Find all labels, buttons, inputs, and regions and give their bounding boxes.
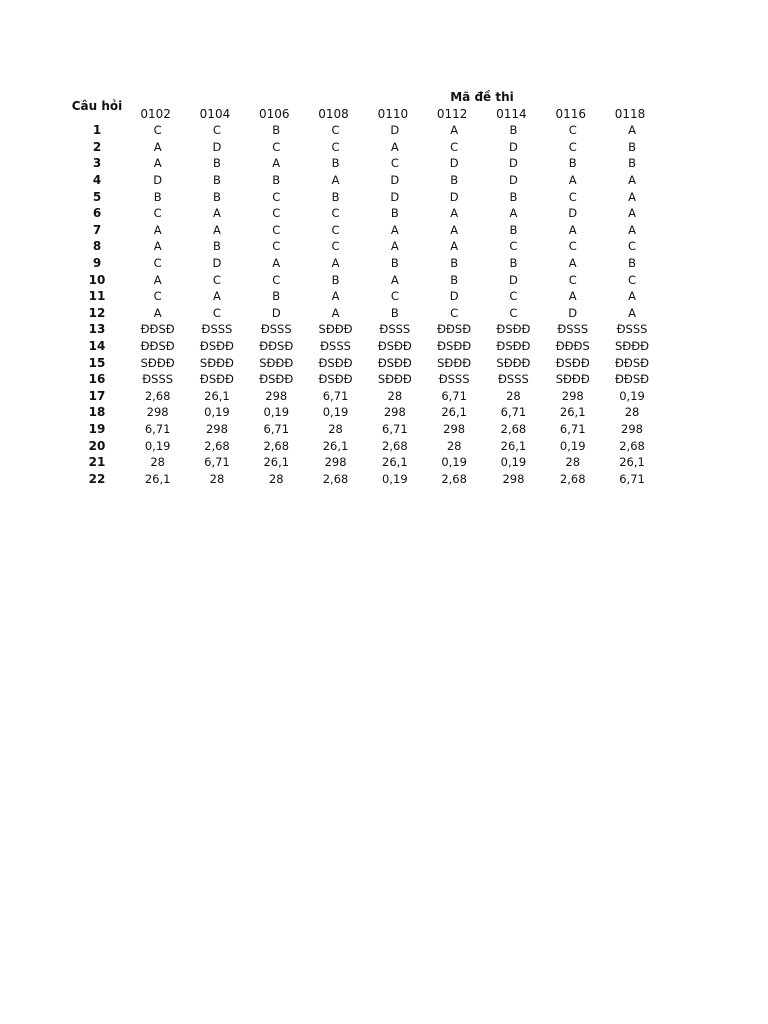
answer-cell: SĐĐĐ	[259, 355, 294, 370]
answer-cell: ĐĐSĐ	[140, 322, 175, 337]
answer-cell: 298	[621, 421, 643, 436]
answer-cell: B	[509, 189, 518, 204]
question-number: 6	[92, 206, 102, 221]
answer-cell: A	[628, 189, 636, 204]
question-number: 15	[88, 355, 106, 370]
table-row	[66, 255, 662, 272]
answer-cell: A	[153, 272, 162, 287]
answer-cell: ĐSĐĐ	[318, 372, 353, 387]
question-number: 12	[88, 305, 106, 320]
question-number: 3	[92, 156, 102, 171]
exam-code-header: Mã đề thi	[450, 90, 514, 104]
question-number: 1	[92, 123, 102, 138]
answer-cell: B	[213, 156, 221, 171]
answer-cell: 26,1	[441, 405, 467, 420]
answer-cell: C	[153, 289, 162, 304]
exam-code-column-header: 0104	[199, 107, 231, 121]
answer-cell: B	[331, 189, 340, 204]
table-row	[66, 238, 662, 255]
answer-cell: D	[509, 272, 518, 287]
question-number: 2	[92, 139, 102, 154]
answer-cell: A	[272, 256, 281, 271]
answer-cell: B	[153, 189, 162, 204]
exam-code-column-header: 0102	[140, 107, 171, 121]
answer-cell: ĐĐSĐ	[615, 355, 650, 370]
answer-cell: A	[390, 222, 399, 237]
answer-cell: B	[331, 272, 340, 287]
answer-cell: C	[568, 139, 577, 154]
answer-cell: B	[331, 156, 340, 171]
answer-cell: B	[390, 305, 399, 320]
answer-cell: 26,1	[144, 471, 171, 486]
answer-cell: 2,68	[559, 471, 586, 486]
answer-cell: B	[450, 256, 459, 271]
answer-cell: B	[390, 256, 399, 271]
answer-cell: D	[568, 305, 578, 320]
answer-cell: 28	[565, 455, 581, 470]
answer-cell: B	[628, 139, 636, 154]
exam-code-column-header: 0110	[377, 107, 409, 121]
answer-cell: 0,19	[500, 455, 527, 470]
answer-cell: B	[509, 256, 518, 271]
answer-cell: B	[628, 156, 636, 171]
answer-cell: C	[212, 123, 221, 138]
question-number: 5	[92, 189, 102, 204]
answer-cell: 26,1	[263, 455, 290, 470]
answer-cell: C	[509, 239, 518, 254]
answer-cell: SĐĐĐ	[140, 355, 175, 370]
answer-cell: ĐĐSĐ	[615, 372, 650, 387]
answer-cell: A	[628, 222, 636, 237]
answer-cell: 6,71	[441, 388, 467, 403]
answer-cell: C	[212, 272, 221, 287]
answer-cell: 298	[443, 421, 466, 436]
answer-cell: D	[449, 189, 459, 204]
exam-code-column-header: 0108	[318, 107, 349, 121]
answer-cell: 28	[150, 455, 165, 470]
answer-cell: 6,71	[144, 421, 171, 436]
answer-cell: 2,68	[263, 438, 290, 453]
answer-cell: A	[331, 305, 340, 320]
answer-cell: C	[331, 123, 340, 138]
answer-cell: A	[390, 272, 399, 287]
answer-cell: ĐSSS	[201, 322, 233, 337]
answer-cell: 26,1	[559, 405, 586, 420]
answer-cell: D	[390, 173, 400, 188]
answer-cell: ĐSĐĐ	[259, 372, 294, 387]
answer-cell: SĐĐĐ	[199, 355, 234, 370]
answer-cell: 28	[209, 471, 225, 486]
answer-cell: SĐĐĐ	[615, 339, 650, 354]
table-row	[66, 371, 662, 388]
exam-code-column-header: 0106	[258, 107, 290, 121]
answer-cell: 28	[446, 438, 462, 453]
answer-cell: A	[450, 239, 459, 254]
answer-cell: D	[271, 305, 281, 320]
answer-cell: ĐSSS	[260, 322, 292, 337]
answer-cell: A	[331, 289, 340, 304]
answer-cell: A	[153, 305, 162, 320]
question-number: 19	[88, 421, 106, 436]
table-row	[66, 404, 662, 421]
answer-cell: 6,71	[263, 421, 290, 436]
answer-cell: D	[390, 189, 400, 204]
answer-cell: C	[568, 123, 577, 138]
answer-cell: B	[628, 256, 636, 271]
answer-cell: A	[568, 289, 577, 304]
answer-cell: A	[331, 173, 340, 188]
answer-cell: B	[509, 123, 518, 138]
answer-cell: 2,68	[619, 438, 645, 453]
answer-cell: 28	[268, 471, 284, 486]
answer-cell: C	[628, 272, 637, 287]
answer-table	[66, 122, 662, 487]
answer-cell: ĐSĐĐ	[318, 355, 353, 370]
answer-cell: 0,19	[559, 438, 586, 453]
answer-cell: ĐSĐĐ	[437, 339, 472, 354]
answer-cell: C	[568, 239, 577, 254]
answer-cell: C	[509, 305, 518, 320]
answer-cell: D	[449, 156, 459, 171]
question-number: 9	[92, 256, 102, 271]
answer-cell: ĐSSS	[438, 372, 470, 387]
answer-cell: 0,19	[322, 405, 349, 420]
table-row	[66, 155, 662, 172]
answer-cell: A	[568, 256, 577, 271]
answer-cell: A	[450, 222, 459, 237]
exam-code-column-header: 0114	[496, 107, 527, 121]
answer-cell: C	[272, 272, 281, 287]
table-row	[66, 388, 662, 405]
answer-cell: 298	[502, 471, 525, 486]
answer-cell: 298	[265, 388, 288, 403]
table-row	[66, 139, 662, 156]
answer-cell: C	[272, 189, 281, 204]
answer-cell: 2,68	[322, 471, 349, 486]
answer-cell: ĐSSS	[142, 372, 174, 387]
answer-cell: ĐĐSĐ	[437, 322, 472, 337]
question-number: 14	[88, 339, 106, 354]
answer-cell: ĐSĐĐ	[199, 339, 234, 354]
table-row	[66, 122, 662, 139]
answer-cell: ĐĐĐS	[555, 339, 590, 354]
answer-cell: C	[509, 289, 518, 304]
answer-cell: C	[153, 123, 162, 138]
answer-cell: ĐSSS	[320, 339, 351, 354]
answer-cell: 28	[328, 421, 343, 436]
answer-cell: A	[628, 289, 636, 304]
answer-cell: A	[390, 239, 399, 254]
exam-code-column-header: 0112	[436, 107, 468, 121]
answer-cell: 2,68	[382, 438, 408, 453]
answer-cell: C	[331, 239, 340, 254]
answer-cell: 26,1	[382, 455, 408, 470]
answer-cell: B	[450, 173, 459, 188]
answer-cell: 0,19	[204, 405, 230, 420]
question-number: 21	[88, 455, 106, 470]
answer-cell: B	[272, 289, 281, 304]
answer-cell: A	[450, 123, 459, 138]
answer-cell: 28	[624, 405, 640, 420]
question-number: 8	[92, 239, 102, 254]
answer-cell: D	[509, 173, 518, 188]
answer-cell: D	[568, 206, 578, 221]
answer-cell: ĐSSS	[498, 372, 529, 387]
answer-cell: C	[331, 206, 340, 221]
question-number: 16	[88, 372, 106, 387]
table-row	[66, 421, 662, 438]
answer-cell: A	[153, 239, 162, 254]
table-row	[66, 222, 662, 239]
answer-cell: ĐSĐĐ	[377, 339, 412, 354]
table-row	[66, 188, 662, 205]
answer-cell: A	[390, 139, 399, 154]
question-number: 17	[88, 388, 106, 403]
answer-cell: ĐSĐĐ	[496, 339, 531, 354]
answer-cell: C	[331, 139, 340, 154]
table-row	[66, 288, 662, 305]
answer-cell: 6,71	[322, 388, 349, 403]
answer-cell: ĐSĐĐ	[555, 355, 590, 370]
answer-cell: 298	[383, 405, 406, 420]
answer-cell: SĐĐĐ	[377, 372, 412, 387]
table-row	[66, 454, 662, 471]
answer-cell: 6,71	[500, 405, 527, 420]
answer-cell: D	[449, 289, 459, 304]
answer-cell: C	[390, 289, 399, 304]
answer-cell: 298	[146, 405, 169, 420]
answer-cell: 298	[324, 455, 347, 470]
answer-cell: 6,71	[382, 421, 408, 436]
answer-cell: 26,1	[619, 455, 645, 470]
answer-cell: A	[568, 173, 577, 188]
answer-cell: 0,19	[144, 438, 171, 453]
answer-cell: A	[331, 256, 340, 271]
answer-cell: 2,68	[500, 421, 527, 436]
answer-cell: 0,19	[441, 455, 467, 470]
answer-cell: A	[628, 173, 636, 188]
answer-cell: B	[568, 156, 577, 171]
answer-cell: B	[213, 173, 221, 188]
answer-cell: A	[628, 123, 636, 138]
answer-cell: SĐĐĐ	[496, 355, 531, 370]
answer-cell: 28	[387, 388, 403, 403]
answer-cell: SĐĐĐ	[318, 322, 353, 337]
table-row	[66, 470, 662, 487]
answer-cell: C	[212, 305, 221, 320]
answer-cell: 0,19	[619, 388, 645, 403]
answer-cell: A	[272, 156, 281, 171]
answer-cell: B	[213, 239, 221, 254]
question-number: 18	[88, 405, 106, 420]
exam-code-column-header: 0116	[555, 107, 586, 121]
answer-cell: C	[390, 156, 399, 171]
answer-cell: B	[450, 272, 459, 287]
answer-cell: A	[153, 156, 162, 171]
answer-cell: A	[450, 206, 459, 221]
answer-cell: A	[153, 222, 162, 237]
exam-code-row	[126, 106, 660, 122]
answer-cell: C	[568, 272, 577, 287]
answer-cell: ĐSĐĐ	[496, 322, 531, 337]
answer-cell: C	[153, 256, 162, 271]
answer-cell: C	[450, 139, 459, 154]
answer-cell: 6,71	[559, 421, 586, 436]
question-number: 4	[92, 173, 102, 188]
answer-cell: A	[213, 289, 221, 304]
answer-cell: A	[509, 206, 518, 221]
answer-cell: ĐSĐĐ	[377, 355, 412, 370]
answer-cell: 26,1	[500, 438, 527, 453]
answer-cell: C	[331, 222, 340, 237]
question-number: 13	[88, 322, 106, 337]
answer-cell: D	[212, 139, 222, 154]
answer-cell: D	[509, 139, 518, 154]
answer-cell: C	[272, 206, 281, 221]
answer-cell: 26,1	[322, 438, 349, 453]
answer-cell: SĐĐĐ	[437, 355, 472, 370]
table-row	[66, 205, 662, 222]
answer-cell: ĐĐSĐ	[140, 339, 175, 354]
question-number: 10	[88, 272, 106, 287]
answer-cell: 298	[205, 421, 228, 436]
answer-cell: A	[153, 139, 162, 154]
answer-cell: 2,68	[204, 438, 230, 453]
answer-cell: ĐSSS	[616, 322, 648, 337]
table-row	[66, 338, 662, 355]
answer-cell: A	[213, 206, 221, 221]
question-number: 20	[88, 438, 106, 453]
answer-cell: 298	[561, 388, 584, 403]
answer-cell: ĐSSS	[557, 322, 589, 337]
answer-cell: B	[509, 222, 518, 237]
answer-cell: D	[390, 123, 400, 138]
answer-cell: D	[212, 256, 222, 271]
answer-cell: 0,19	[263, 405, 290, 420]
answer-cell: C	[272, 222, 281, 237]
question-number: 22	[88, 471, 106, 486]
answer-cell: C	[153, 206, 162, 221]
answer-cell: D	[153, 173, 163, 188]
table-row	[66, 172, 662, 189]
table-row	[66, 321, 662, 338]
answer-cell: 2,68	[144, 388, 171, 403]
answer-cell: A	[568, 222, 577, 237]
answer-cell: 2,68	[441, 471, 467, 486]
answer-cell: C	[272, 239, 281, 254]
answer-cell: A	[628, 305, 636, 320]
table-row	[66, 354, 662, 371]
answer-cell: B	[272, 173, 281, 188]
question-column-header: Câu hỏi	[71, 99, 123, 113]
answer-cell: 28	[506, 388, 521, 403]
question-number: 11	[88, 289, 106, 304]
answer-cell: SĐĐĐ	[555, 372, 590, 387]
table-row	[66, 437, 662, 454]
exam-code-column-header: 0118	[614, 107, 646, 121]
answer-cell: D	[509, 156, 518, 171]
answer-cell: A	[628, 206, 636, 221]
answer-cell: B	[213, 189, 221, 204]
answer-cell: B	[390, 206, 399, 221]
answer-cell: C	[628, 239, 637, 254]
answer-cell: C	[568, 189, 577, 204]
answer-cell: A	[213, 222, 221, 237]
answer-cell: 0,19	[382, 471, 408, 486]
question-number: 7	[92, 222, 102, 237]
answer-cell: C	[450, 305, 459, 320]
answer-cell: 26,1	[204, 388, 230, 403]
answer-cell: ĐSSS	[379, 322, 411, 337]
answer-cell: 6,71	[204, 455, 230, 470]
table-row	[66, 305, 662, 322]
answer-cell: C	[272, 139, 281, 154]
answer-cell: B	[272, 123, 281, 138]
answer-cell: ĐĐSĐ	[259, 339, 294, 354]
table-row	[66, 271, 662, 288]
answer-cell: 6,71	[619, 471, 645, 486]
answer-cell: ĐSĐĐ	[199, 372, 234, 387]
